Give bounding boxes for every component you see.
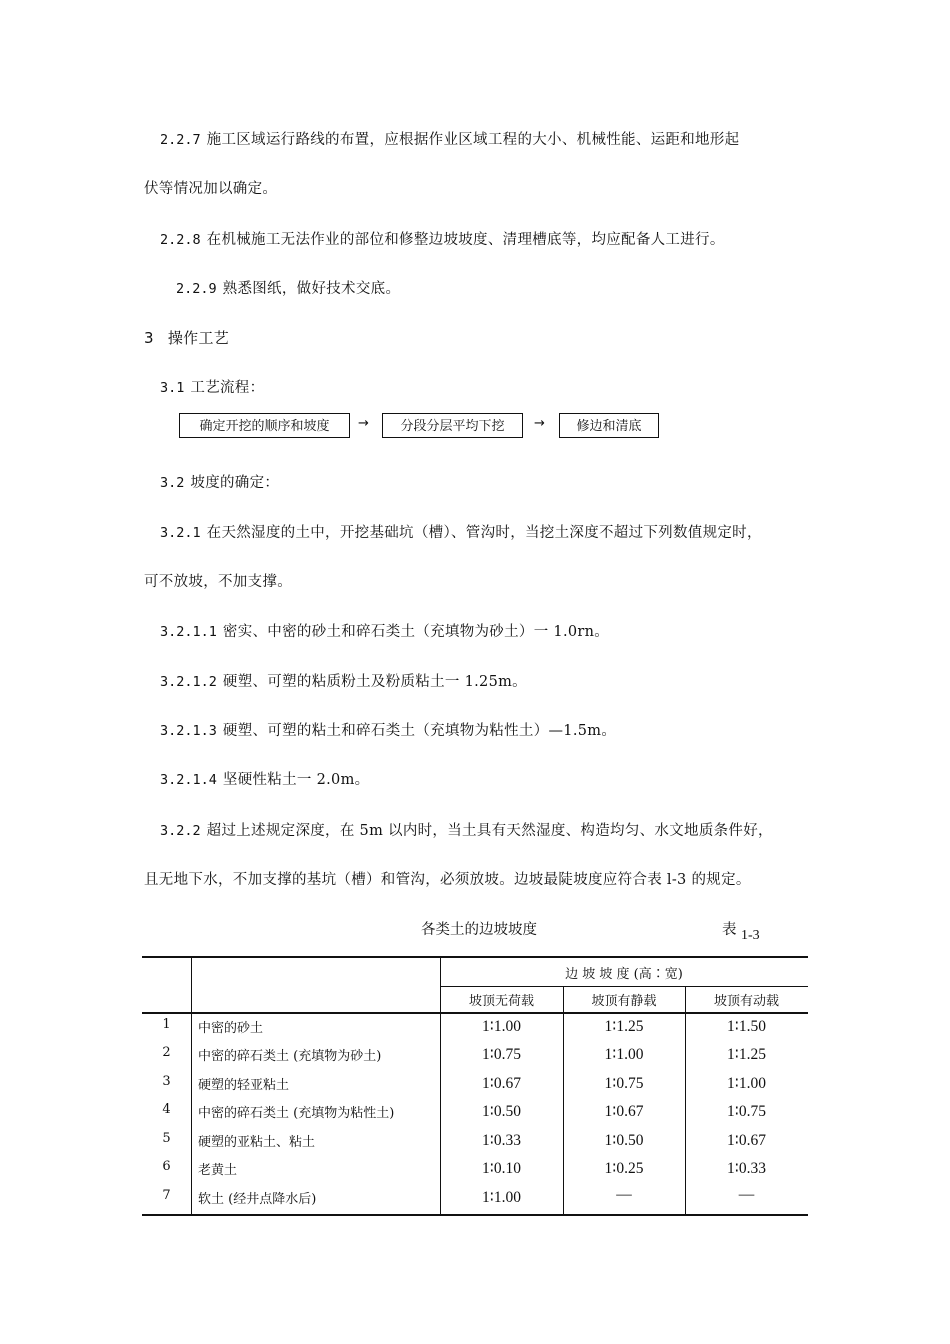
row-number: 3 xyxy=(162,1074,171,1089)
paragraph-2-2-7 xyxy=(160,128,739,149)
paragraph-3-2-1-3 xyxy=(160,719,616,740)
clause-number: 2.2.8 xyxy=(160,232,201,248)
clause-text: 在机械施工无法作业的部位和修整边坡坡度、清理槽底等，均应配备人工进行。 xyxy=(206,232,725,248)
paragraph-3-1 xyxy=(160,376,264,397)
clause-number: 2.2.9 xyxy=(176,281,217,297)
slope-dynamic-load: 1∶0.33 xyxy=(727,1160,766,1177)
soil-type: 硬塑的亚粘土、粘土 xyxy=(198,1135,316,1150)
clause-number: 3.2 xyxy=(160,475,185,491)
slope-static-load: 1∶1.00 xyxy=(604,1046,644,1063)
column-header: 坡顶有动载 xyxy=(713,994,779,1009)
row-number: 2 xyxy=(162,1045,171,1060)
row-number: 6 xyxy=(162,1159,171,1174)
slope-dynamic-load: 1∶1.25 xyxy=(727,1046,766,1063)
slope-static-load: 1∶0.25 xyxy=(604,1160,644,1177)
clause-text: 坚硬性粘土一 2.0m。 xyxy=(222,772,370,788)
arrow-right-icon: → xyxy=(534,416,545,431)
clause-number: 3.2.1 xyxy=(160,525,201,541)
row-number: 4 xyxy=(162,1102,171,1117)
flow-step-2: 分段分层平均下挖 xyxy=(382,413,523,438)
clause-text: 坡度的确定： xyxy=(190,475,280,491)
slope-static-load: 1∶0.75 xyxy=(604,1075,644,1092)
clause-number: 3.2.1.2 xyxy=(160,674,217,690)
row-number: 5 xyxy=(162,1131,171,1146)
clause-text: 硬塑、可塑的粘土和碎石类土（充填物为粘性土）—1.5m。 xyxy=(222,723,617,739)
section-heading-3 xyxy=(144,327,229,348)
column-divider xyxy=(191,957,192,1215)
paragraph-3-2-1-1 xyxy=(160,620,609,641)
soil-type: 中密的碎石类土 (充填物为粘性土) xyxy=(198,1106,395,1121)
slope-no-load: 1∶0.10 xyxy=(482,1160,521,1177)
table-bottom-rule xyxy=(142,1214,808,1216)
slope-dynamic-load: 1∶1.00 xyxy=(727,1075,766,1092)
soil-type: 中密的砂土 xyxy=(198,1021,264,1036)
row-number: 1 xyxy=(162,1017,171,1032)
slope-dynamic-load: — xyxy=(738,1186,755,1203)
slope-no-load: 1∶0.50 xyxy=(482,1103,521,1120)
clause-number: 3.2.2 xyxy=(160,823,201,839)
table-caption: 各类土的边坡坡度 xyxy=(421,922,537,938)
arrow-right-icon: → xyxy=(358,416,369,431)
paragraph-2-2-9 xyxy=(176,277,400,298)
clause-text: 密实、中密的砂土和碎石类土（充填物为砂土）一 1.0rn。 xyxy=(222,624,610,640)
slope-no-load: 1∶1.00 xyxy=(482,1189,521,1206)
table-number: 1-3 xyxy=(741,928,760,943)
slope-static-load: 1∶0.67 xyxy=(604,1103,644,1120)
paragraph-3-2-2 xyxy=(160,819,773,840)
clause-text: 施工区域运行路线的布置，应根据作业区域工程的大小、机械性能、运距和地形起 xyxy=(206,132,740,148)
paragraph-3-2-1-4 xyxy=(160,768,369,789)
paragraph-2-2-8 xyxy=(160,228,725,249)
clause-number: 3.2.1.1 xyxy=(160,624,217,640)
row-number: 7 xyxy=(162,1188,171,1203)
clause-text: 工艺流程： xyxy=(190,380,265,396)
clause-text: 在天然湿度的土中，开挖基础坑（槽）、管沟时，当挖土深度不超过下列数值规定时， xyxy=(206,525,762,541)
clause-number: 3.2.1.4 xyxy=(160,772,217,788)
slope-dynamic-load: 1∶1.50 xyxy=(727,1018,766,1035)
clause-text: 硬塑、可塑的粘质粉土及粉质粘土一 1.25m。 xyxy=(222,674,527,690)
clause-text: 熟悉图纸，做好技术交底。 xyxy=(222,281,401,297)
paragraph-2-2-7-cont: 伏等情况加以确定。 xyxy=(144,181,278,197)
clause-number: 3.2.1.3 xyxy=(160,723,217,739)
slope-no-load: 1∶0.67 xyxy=(482,1075,521,1092)
paragraph-3-2-1-cont: 可不放坡，不加支撑。 xyxy=(144,574,292,590)
slope-dynamic-load: 1∶0.75 xyxy=(727,1103,766,1120)
section-title: 操作工艺 xyxy=(167,329,230,347)
clause-text: 超过上述规定深度，在 5m 以内时，当土具有天然湿度、构造均匀、水文地质条件好， xyxy=(206,823,773,839)
slope-no-load: 1∶1.00 xyxy=(482,1018,521,1035)
soil-type: 硬塑的轻亚粘土 xyxy=(198,1078,290,1093)
slope-static-load: — xyxy=(616,1186,632,1203)
section-number: 3 xyxy=(144,329,154,347)
soil-type: 中密的碎石类土 (充填物为砂土) xyxy=(198,1049,382,1064)
slope-static-load: 1∶1.25 xyxy=(604,1018,644,1035)
clause-number: 2.2.7 xyxy=(160,132,201,148)
flow-step-3: 修边和清底 xyxy=(559,413,659,438)
soil-type: 软土 (经井点降水后) xyxy=(198,1192,317,1207)
column-header: 坡顶有静载 xyxy=(591,994,657,1009)
paragraph-3-2-1 xyxy=(160,521,762,542)
paragraph-3-2-2-cont: 且无地下水，不加支撑的基坑（槽）和管沟，必须放坡。边坡最陡坡度应符合表 l-3 的规定。 xyxy=(144,872,751,888)
table-label: 表 xyxy=(722,922,737,938)
soil-type: 老黄土 xyxy=(198,1163,238,1178)
paragraph-3-2-1-2 xyxy=(160,670,527,691)
table-top-rule xyxy=(142,956,808,958)
table-group-header: 边 坡 坡 度 (高∶宽) xyxy=(565,967,683,982)
paragraph-3-2 xyxy=(160,471,279,492)
table-header-rule xyxy=(142,1012,808,1014)
flow-step-1: 确定开挖的顺序和坡度 xyxy=(179,413,350,438)
slope-dynamic-load: 1∶0.67 xyxy=(727,1132,766,1149)
table-subheader-rule xyxy=(440,986,808,987)
slope-no-load: 1∶0.33 xyxy=(482,1132,521,1149)
slope-static-load: 1∶0.50 xyxy=(604,1132,644,1149)
slope-no-load: 1∶0.75 xyxy=(482,1046,521,1063)
clause-number: 3.1 xyxy=(160,380,185,396)
column-header: 坡顶无荷载 xyxy=(468,994,534,1009)
